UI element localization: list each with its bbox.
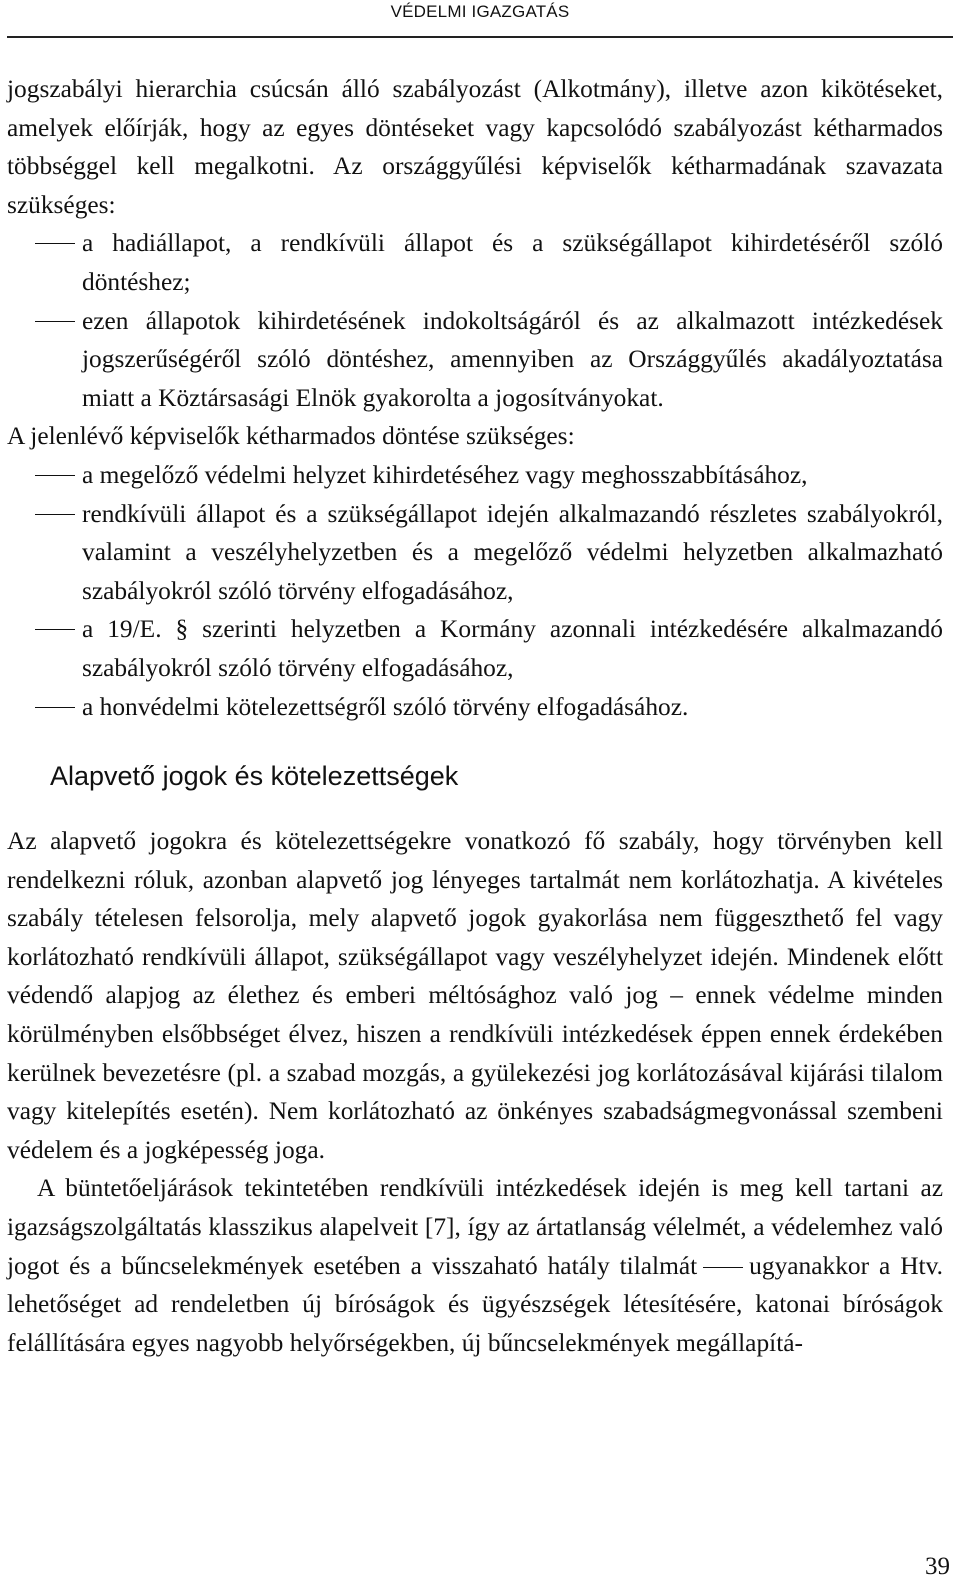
section-paragraph: Az alapvető jogokra és kötelezettségekre vonatkozó fő szabály, hogy törvényben kell rendelkezni róluk, azonban alapvető jog lényeges tartalmát nem korlátozhatja. A kivételes szabály tételesen felsorolja, mely alapvető jogok gyakorlása nem függeszthető fel vagy korlátozható rendkívüli állapot, szükségállapot vagy veszélyhelyzet idején. Mindenek előtt védendő alapjog az élethez és emberi méltósághoz való jog – ennek védelme minden körülményben elsőbbséget élvez, hiszen a rendkívüli intézkedések éppen ennek érdekében kerülnek bevezetésre (pl. a szabad mozgás, a gyülekezési jog korlátozásával kijárási tilalom vagy kitelepítés esetén). Nem korlátozható az önkényes szabadságmegvonással szembeni védelem és a jogképesség joga. <box>7 827 943 1164</box>
page-body <box>7 70 943 1362</box>
present-members-intro: A jelenlévő képviselők kétharmados döntése szükséges: <box>7 422 575 451</box>
paragraph-text: A büntetőeljárások tekintetében rendkívüli intézkedések idején is meg kell tartani az igazságszolgáltatás klasszikus alapelveit [7], így az ártatlanság vélelmét, a védelemhez való jogot és a bűncselekmények esetében a visszaható hatály tilalmát <box>7 1174 943 1280</box>
dash-marker <box>35 707 75 708</box>
section-title: Alapvető jogok és kötelezettségek <box>50 761 459 792</box>
list-item-text: rendkívüli állapot és a szükségállapot idején alkalmazandó részletes szabályokról, valamint a veszélyhelyzetben és a megelőző védelmi helyzetben alkalmazható szabályokról szóló törvény elfogadásához, <box>82 499 943 605</box>
list-item <box>7 688 943 727</box>
page-number: 39 <box>925 1553 950 1580</box>
dash-marker <box>35 514 75 515</box>
inline-dash <box>703 1267 743 1268</box>
list-item <box>7 224 943 301</box>
header-rule <box>7 36 953 38</box>
list-item-text: ezen állapotok kihirdetésének indokoltságáról és az alkalmazott intézkedések jogszerűségéről szóló döntéshez, amennyiben az Országgyűlés akadályoztatása miatt a Köztársasági Elnök gyakorolta a jogosítványokat. <box>82 306 943 412</box>
list-item <box>7 610 943 687</box>
dash-marker <box>35 475 75 476</box>
dash-marker <box>35 243 75 244</box>
list-item-text: a hadiállapot, a rendkívüli állapot és a szükségállapot kihirdetéséről szóló döntéshez; <box>82 229 943 296</box>
list-item-text: a 19/E. § szerinti helyzetben a Kormány azonnali intézkedésére alkalmazandó szabályokról szóló törvény elfogadásához, <box>82 615 943 682</box>
running-header: VÉDELMI IGAZGATÁS <box>390 2 570 21</box>
list-item <box>7 495 943 611</box>
dash-marker <box>35 629 75 630</box>
list-item-text: a honvédelmi kötelezettségről szóló törvény elfogadásához. <box>82 692 689 721</box>
paragraph-text: ugyanakkor a Htv. lehetőséget ad rendeletben új bíróságok és ügyészségek létesítésére, katonai bíróságok felállítására egyes nagyobb helyőrségekben, új bűncselekmények megállapítá- <box>7 1251 943 1357</box>
list-item <box>7 302 943 418</box>
intro-paragraph: jogszabályi hierarchia csúcsán álló szabályozást (Alkotmány), illetve azon kikötéseket, amelyek előírják, hogy az egyes döntéseket vagy kapcsolódó szabályozást kétharmados többséggel kell megalkotni. Az országgyűlési képviselők kétharmadának szavazata szükséges: <box>7 75 943 219</box>
section-paragraph <box>7 1169 943 1362</box>
list-item-text: a megelőző védelmi helyzet kihirdetéséhez vagy meghosszabbításához, <box>82 460 808 489</box>
dash-marker <box>35 321 75 322</box>
list-item <box>7 456 943 495</box>
